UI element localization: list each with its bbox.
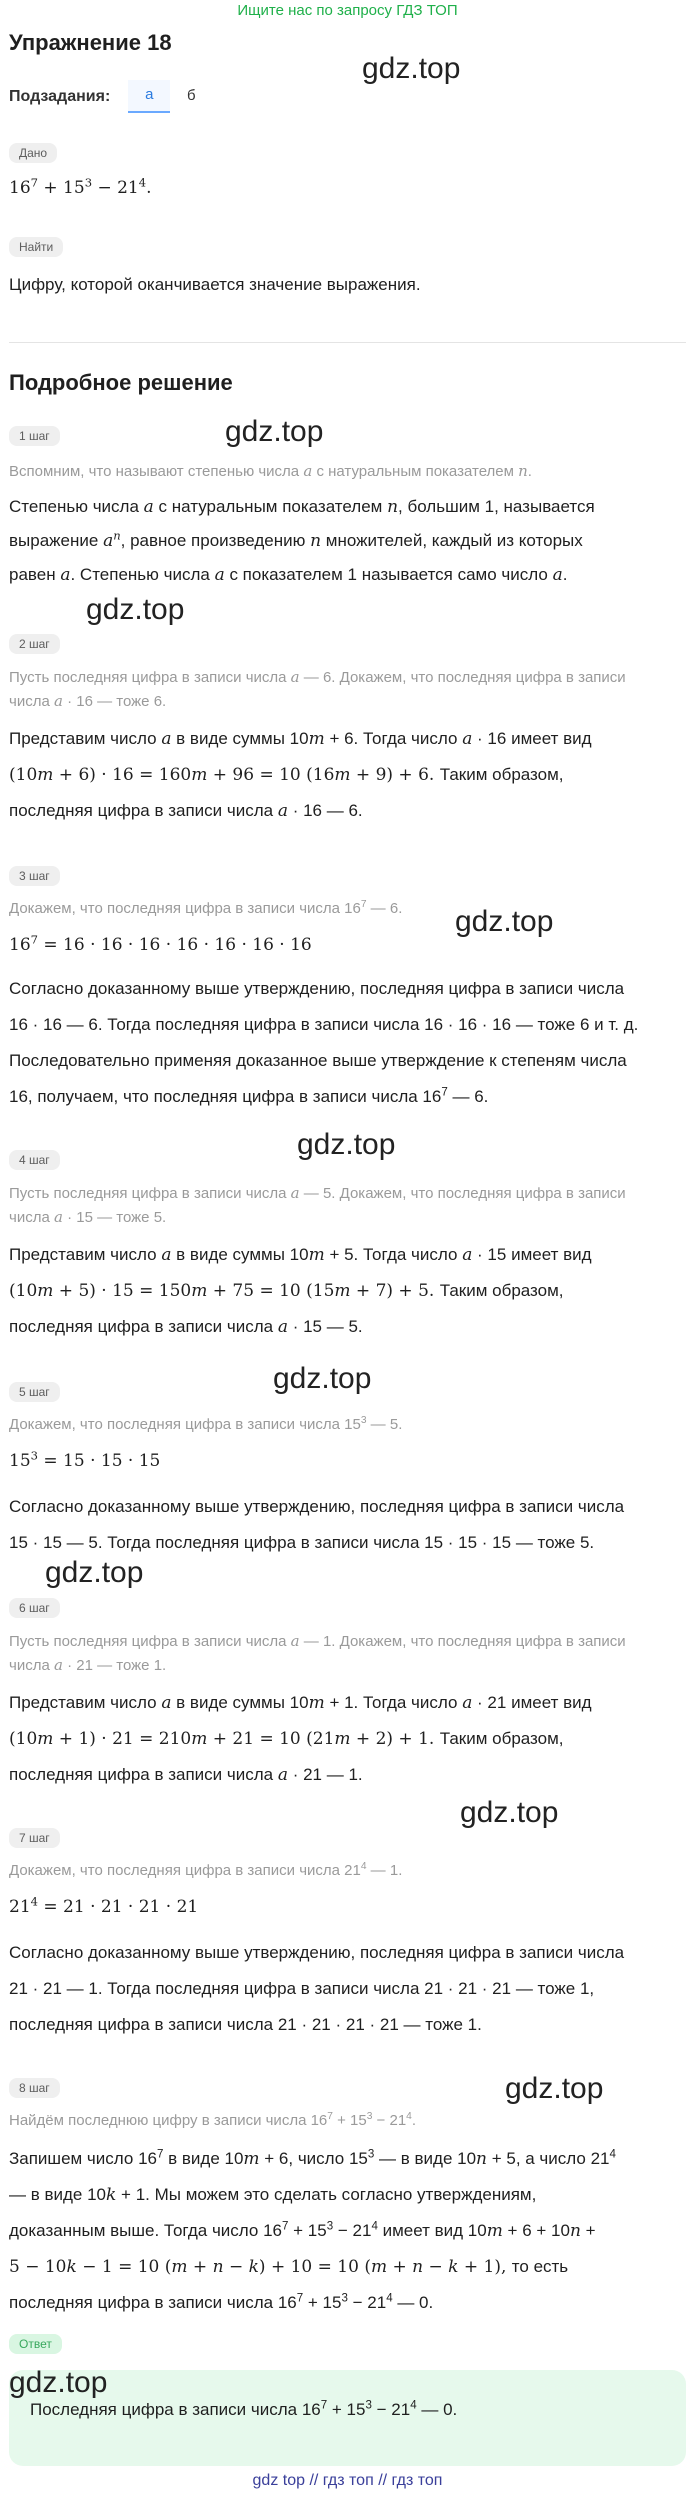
step-text: $21^4 = 21 \cdot 21 \cdot 21 \cdot 21$: [9, 1894, 199, 1917]
search-banner: Ищите нас по запросу ГДЗ ТОП: [237, 2, 458, 19]
step-text: (10m + 6) · 16 = 160m + 96 = 10 (16m + 9) + 6. Таким образом,: [9, 765, 564, 785]
step-text: 21 · 21 — 1. Тогда последняя цифра в записи числа 21 · 21 · 21 — тоже 1,: [9, 1979, 595, 1998]
watermark: gdz.top: [455, 905, 554, 938]
find-text: Цифру, которой оканчивается значение выражения.: [9, 275, 421, 294]
watermark: gdz.top: [297, 1128, 396, 1161]
step-pill: 6 шаг: [9, 1598, 60, 1618]
watermark: gdz.top: [273, 1362, 372, 1395]
step-text: Представим число a в виде суммы 10m + 1. Тогда число a · 21 имеет вид: [9, 1693, 592, 1713]
watermark: gdz.top: [45, 1556, 144, 1589]
step-text: (10m + 1) · 21 = 210m + 21 = 10 (21m + 2) + 1. Таким образом,: [9, 1729, 564, 1749]
step-pill: 4 шаг: [9, 1150, 60, 1170]
step-text: доказанным выше. Тогда число $16^7 + 15^3 - 21^4$ имеет вид 10m + 6 + 10n +: [9, 2220, 596, 2241]
step-text: последняя цифра в записи числа 21 · 21 · 21 · 21 — тоже 1.: [9, 2015, 482, 2034]
watermark: gdz.top: [362, 52, 461, 85]
solution-title: Подробное решение: [9, 370, 233, 395]
answer-pill: Ответ: [9, 2334, 62, 2354]
watermark: gdz.top: [86, 593, 185, 626]
step-text: Согласно доказанному выше утверждению, последняя цифра в записи числа: [9, 1497, 625, 1516]
step-hint: Вспомним, что называют степенью числа a с натуральным показателем n.: [9, 462, 532, 480]
step-hint: Пусть последняя цифра в записи числа a — 6. Докажем, что последняя цифра в записи: [9, 668, 626, 686]
step-text: Последовательно применяя доказанное выше утверждение к степеням числа: [9, 1051, 627, 1070]
find-pill: Найти: [9, 237, 63, 257]
subtask-tab-a[interactable]: а: [128, 80, 170, 113]
step-pill: 8 шаг: [9, 2078, 60, 2098]
step-hint: Пусть последняя цифра в записи числа a — 1. Докажем, что последняя цифра в записи: [9, 1632, 626, 1650]
step-pill: 2 шаг: [9, 634, 60, 654]
watermark: gdz.top: [460, 1796, 559, 1829]
step-text: последняя цифра в записи числа a · 16 — 6.: [9, 801, 363, 821]
step-pill: 1 шаг: [9, 426, 60, 446]
step-text: 5 − 10k − 1 = 10 (m + n − k) + 10 = 10 (m + n − k + 1), то есть: [9, 2257, 569, 2277]
exercise-title: Упражнение 18: [9, 30, 172, 55]
watermark: gdz.top: [505, 2072, 604, 2105]
step-text: 15 · 15 — 5. Тогда последняя цифра в записи числа 15 · 15 · 15 — тоже 5.: [9, 1533, 595, 1552]
step-hint: Докажем, что последняя цифра в записи числа $16^7$ — 6.: [9, 899, 403, 917]
subtask-tab-b[interactable]: б: [186, 87, 196, 104]
step-text: (10m + 5) · 15 = 150m + 75 = 10 (15m + 7) + 5. Таким образом,: [9, 1281, 564, 1301]
step-text: последняя цифра в записи числа a · 21 — 1.: [9, 1765, 363, 1785]
step-text: последняя цифра в записи числа a · 15 — 5.: [9, 1317, 363, 1337]
step-text: $16^7 = 16 \cdot 16 \cdot 16 \cdot 16 \cdot 16 \cdot 16 \cdot 16$: [9, 932, 312, 955]
step-text: Согласно доказанному выше утверждению, последняя цифра в записи числа: [9, 1943, 625, 1962]
step-pill: 3 шаг: [9, 866, 60, 886]
step-hint: Найдём последнюю цифру в записи числа $16^7 + 15^3 - 21^4$.: [9, 2111, 417, 2129]
step-text: 16, получаем, что последняя цифра в записи числа $16^7$ — 6.: [9, 1086, 489, 1106]
divider: [9, 342, 686, 343]
given-expression: $16^7 + 15^3 - 21^4$.: [9, 175, 152, 198]
step-text: — в виде 10k + 1. Мы можем это сделать согласно утверждениям,: [9, 2185, 537, 2205]
watermark: gdz.top: [225, 415, 324, 448]
step-hint: Пусть последняя цифра в записи числа a — 5. Докажем, что последняя цифра в записи: [9, 1184, 626, 1202]
step-hint: числа a · 15 — тоже 5.: [9, 1208, 167, 1226]
step-pill: 5 шаг: [9, 1382, 60, 1402]
step-text: Представим число a в виде суммы 10m + 5. Тогда число a · 15 имеет вид: [9, 1245, 592, 1265]
given-pill: Дано: [9, 143, 57, 163]
step-text: выражение $a^n$, равное произведению n множителей, каждый из которых: [9, 528, 583, 551]
subtasks-label: Подзадания:: [9, 87, 111, 105]
step-hint: числа a · 16 — тоже 6.: [9, 692, 167, 710]
step-text: Запишем число $16^7$ в виде 10m + 6, число $15^3$ — в виде 10n + 5, а число $21^4$: [9, 2148, 616, 2169]
step-text: последняя цифра в записи числа $16^7 + 15^3 - 21^4$ — 0.: [9, 2292, 434, 2312]
step-text: Представим число a в виде суммы 10m + 6. Тогда число a · 16 имеет вид: [9, 729, 592, 749]
subtasks-row: [9, 80, 212, 113]
step-text: равен a. Степенью числа a с показателем 1 называется само число a.: [9, 565, 568, 585]
step-hint: Докажем, что последняя цифра в записи числа $21^4$ — 1.: [9, 1861, 403, 1879]
watermark: gdz.top: [9, 2366, 108, 2399]
step-hint: Докажем, что последняя цифра в записи числа $15^3$ — 5.: [9, 1415, 403, 1433]
step-text: Согласно доказанному выше утверждению, последняя цифра в записи числа: [9, 979, 625, 998]
step-text: $15^3 = 15 \cdot 15 \cdot 15$: [9, 1448, 161, 1471]
step-pill: 7 шаг: [9, 1828, 60, 1848]
step-text: 16 · 16 — 6. Тогда последняя цифра в записи числа 16 · 16 · 16 — тоже 6 и т. д.: [9, 1015, 639, 1034]
answer-text: Последняя цифра в записи числа $16^7 + 15^3 - 21^4$ — 0.: [30, 2399, 458, 2419]
step-hint: числа a · 21 — тоже 1.: [9, 1656, 167, 1674]
footer-links[interactable]: gdz top // гдз топ // гдз топ: [252, 2472, 443, 2489]
step-text: Степенью числа a с натуральным показателем n, большим 1, называется: [9, 497, 595, 517]
